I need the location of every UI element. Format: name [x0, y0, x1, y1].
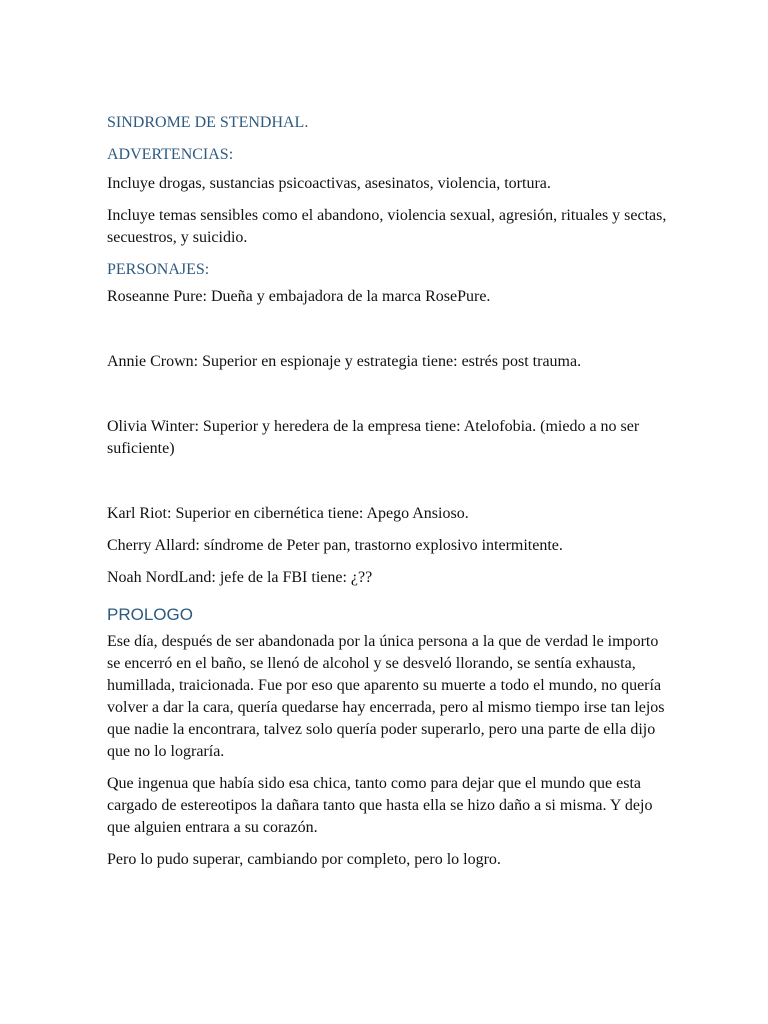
prologue-paragraph: Pero lo pudo superar, cambiando por completo, pero lo logro. — [107, 851, 501, 868]
prologue-heading: PROLOGO — [107, 605, 193, 624]
character-entry: Roseanne Pure: Dueña y embajadora de la marca RosePure. — [107, 288, 491, 305]
character-entry: Cherry Allard: síndrome de Peter pan, trastorno explosivo intermitente. — [107, 537, 563, 554]
document-title: SINDROME DE STENDHAL. — [107, 114, 309, 131]
prologue-paragraph: Que ingenua que había sido esa chica, tanto como para dejar que el mundo que esta cargado de estereotipos la dañara tanto que hasta ella se hizo daño a si misma. Y dejo que alguien entrara a su corazón. — [107, 775, 653, 836]
document-page — [107, 112, 667, 881]
warning-paragraph: Incluye drogas, sustancias psicoactivas, asesinatos, violencia, tortura. — [107, 175, 551, 192]
characters-heading: PERSONAJES: — [107, 261, 210, 278]
prologue-paragraph: Ese día, después de ser abandonada por la única persona a la que de verdad le importo se encerró en el baño, se llenó de alcohol y se desveló llorando, se sentía exhausta, humillada, traicionada. Fue por eso que aparento su muerte a todo el mundo, no quería volver a dar la cara, quería quedarse hay encerrada, pero al mismo tiempo irse tan lejos que nadie la encontrara, talvez solo quería poder superarlo, pero una parte de ella dijo que no lo lograría. — [107, 633, 665, 760]
character-entry: Karl Riot: Superior en cibernética tiene: Apego Ansioso. — [107, 505, 469, 522]
character-entry: Annie Crown: Superior en espionaje y estrategia tiene: estrés post trauma. — [107, 353, 582, 370]
warning-paragraph: Incluye temas sensibles como el abandono, violencia sexual, agresión, rituales y sectas, secuestros, y suicidio. — [107, 207, 667, 246]
character-entry: Noah NordLand: jefe de la FBI tiene: ¿?? — [107, 569, 373, 586]
character-entry: Olivia Winter: Superior y heredera de la empresa tiene: Atelofobia. (miedo a no ser suficiente) — [107, 418, 640, 457]
warnings-heading: ADVERTENCIAS: — [107, 146, 234, 163]
